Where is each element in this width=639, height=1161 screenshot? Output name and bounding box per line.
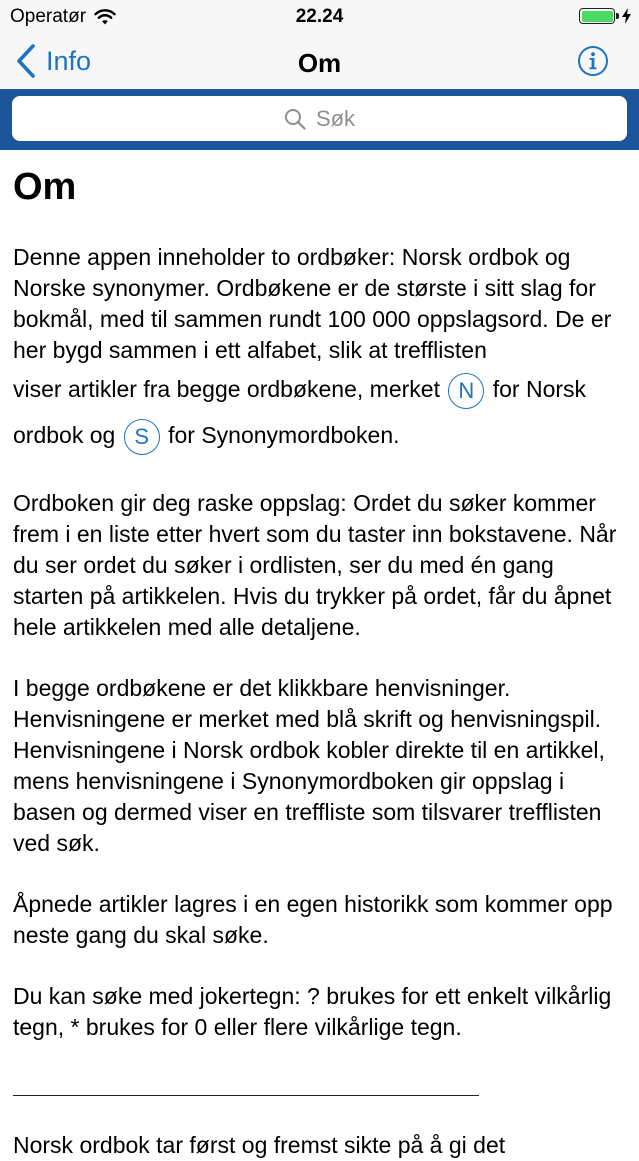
battery-cap bbox=[616, 13, 619, 19]
paragraph-history: Åpnede artikler lagres i en egen historikk som kommer opp neste gang du skal søke. bbox=[13, 891, 613, 948]
paragraph-intro-text: Denne appen inneholder to ordbøker: Norsk ordbok og Norske synonymer. Ordbøkene er de største i sitt slag for bokmål, med til sammen rundt 100 000 oppslagsord. De er her bygd sammen i ett alfabet, slik at trefflisten bbox=[13, 244, 612, 363]
paragraph-intro-line-n bbox=[13, 366, 629, 412]
battery-icon bbox=[579, 8, 615, 24]
paragraph-norsk-ordbok: Norsk ordbok tar først og fremst sikte på å gi det bbox=[13, 1132, 506, 1158]
paragraph-lookup: Ordboken gir deg raske oppslag: Ordet du søker kommer frem i en liste etter hvert som du taster inn bokstavene. Når du ser ordet du søker i ordlisten, ser du med én gang starten på artikkelen. Hvis du trykker på ordet, får du åpnet hele artikkelen med alle detaljene. bbox=[13, 490, 617, 640]
battery-indicator bbox=[579, 8, 631, 24]
battery-level bbox=[582, 11, 613, 22]
intro-text-segment: for Synonymordboken. bbox=[168, 422, 400, 448]
back-button-label: Info bbox=[46, 45, 92, 76]
charging-bolt-icon bbox=[622, 8, 631, 24]
intro-text-segment: viser artikler fra begge ordbøkene, merket bbox=[13, 376, 440, 402]
status-bar bbox=[0, 0, 639, 34]
paragraph-wildcards: Du kan søke med jokertegn: ? brukes for ett enkelt vilkårlig tegn, * brukes for 0 eller flere vilkårlige tegn. bbox=[13, 983, 612, 1040]
paragraph-intro-line-s bbox=[13, 412, 629, 458]
search-placeholder: Søk bbox=[315, 105, 356, 131]
page-title: Om bbox=[297, 48, 342, 78]
section-divider bbox=[13, 1095, 479, 1096]
search-input[interactable] bbox=[12, 96, 627, 141]
search-bar-container bbox=[0, 89, 639, 150]
paragraph-intro bbox=[13, 242, 629, 458]
content-heading: Om bbox=[13, 166, 77, 208]
carrier-name: Operatør bbox=[10, 6, 87, 27]
status-time: 22.24 bbox=[295, 6, 344, 27]
synonymordbok-badge: S bbox=[124, 419, 160, 455]
intro-text-segment: for Norsk bbox=[492, 376, 587, 402]
navigation-bar bbox=[0, 34, 639, 89]
paragraph-references: I begge ordbøkene er det klikkbare henvisninger. Henvisningene er merket med blå skrift og henvisningspil. Henvisningene i Norsk ordbok kobler direkte til en artikkel, mens henvisningene i Synonymordboken gir oppslag i basen og dermed viser en treffliste som tilsvarer trefflisten ved søk. bbox=[13, 675, 605, 856]
info-circle-icon[interactable] bbox=[577, 45, 609, 77]
norsk-ordbok-badge: N bbox=[448, 373, 484, 409]
search-icon bbox=[284, 108, 306, 130]
intro-text-segment: ordbok og bbox=[13, 422, 116, 448]
article-content bbox=[13, 150, 629, 1161]
